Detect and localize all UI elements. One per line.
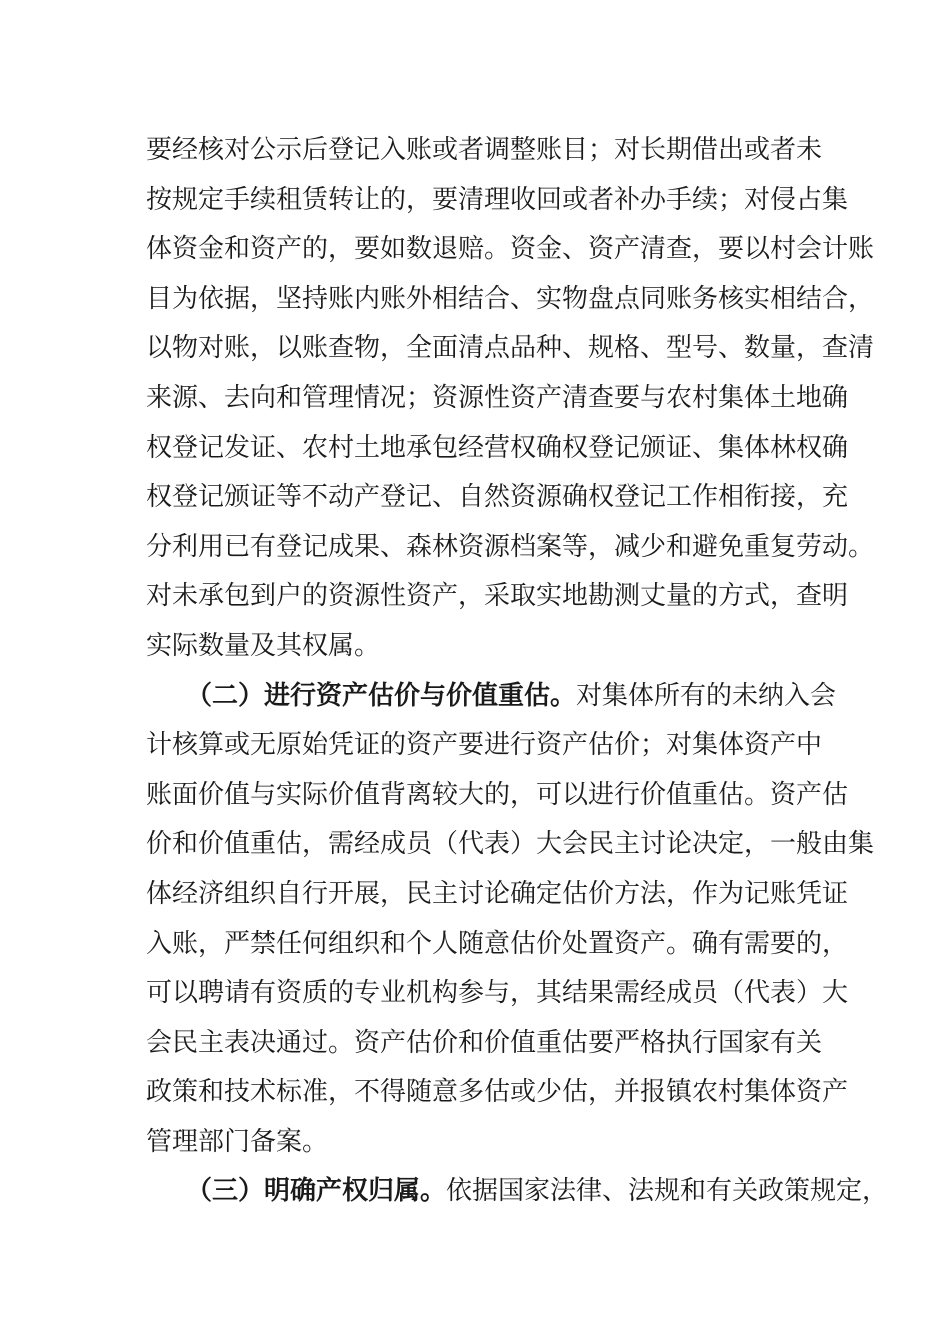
- section-text: 对集体所有的未纳入会: [576, 680, 837, 711]
- section-first-line: [146, 1167, 889, 1217]
- text-line: 要经核对公示后登记入账或者调整账目；对长期借出或者未: [146, 135, 823, 165]
- text-line: 以物对账，以账查物，全面清点品种、规格、型号、数量，查清: [146, 333, 875, 364]
- text-line: 账面价值与实际价值背离较大的，可以进行价值重估。资产估: [146, 779, 849, 810]
- section-heading: （二）进行资产估价与价值重估。: [186, 680, 577, 711]
- text-line: 按规定手续租赁转让的，要清理收回或者补办手续；对侵占集: [146, 184, 849, 215]
- text-line: 权登记颁证等不动产登记、自然资源确权登记工作相衔接，充: [146, 482, 849, 513]
- text-line: 对未承包到户的资源性资产，采取实地勘测丈量的方式，查明: [146, 581, 849, 612]
- section-first-line: [146, 672, 837, 722]
- text-line: 实际数量及其权属。: [146, 630, 381, 661]
- text-line: 体经济组织自行开展，民主讨论确定估价方法，作为记账凭证: [146, 878, 849, 909]
- text-line: 目为依据，坚持账内账外相结合、实物盘点同账务核实相结合，: [146, 283, 875, 314]
- text-line: 计核算或无原始凭证的资产要进行资产估价；对集体资产中: [146, 730, 823, 761]
- text-line: 可以聘请有资质的专业机构参与，其结果需经成员（代表）大: [146, 978, 849, 1009]
- text-line: 会民主表决通过。资产估价和价值重估要严格执行国家有关: [146, 1027, 823, 1058]
- body-text: [146, 126, 889, 1217]
- text-line: 分利用已有登记成果、森林资源档案等，减少和避免重复劳动。: [146, 531, 875, 562]
- text-line: 体资金和资产的，要如数退赔。资金、资产清查，要以村会计账: [146, 234, 875, 265]
- text-line: 入账，严禁任何组织和个人随意估价处置资产。确有需要的，: [146, 928, 849, 959]
- section-heading: （三）明确产权归属。: [186, 1176, 447, 1207]
- section-text: 依据国家法律、法规和有关政策规定，: [446, 1176, 889, 1207]
- text-line: 政策和技术标准，不得随意多估或少估，并报镇农村集体资产: [146, 1077, 849, 1108]
- text-line: 权登记发证、农村土地承包经营权确权登记颁证、集体林权确: [146, 432, 849, 463]
- text-line: 价和价值重估，需经成员（代表）大会民主讨论决定，一般由集: [146, 829, 875, 860]
- text-line: 管理部门备案。: [146, 1126, 329, 1157]
- text-line: 来源、去向和管理情况；资源性资产清查要与农村集体土地确: [146, 382, 849, 413]
